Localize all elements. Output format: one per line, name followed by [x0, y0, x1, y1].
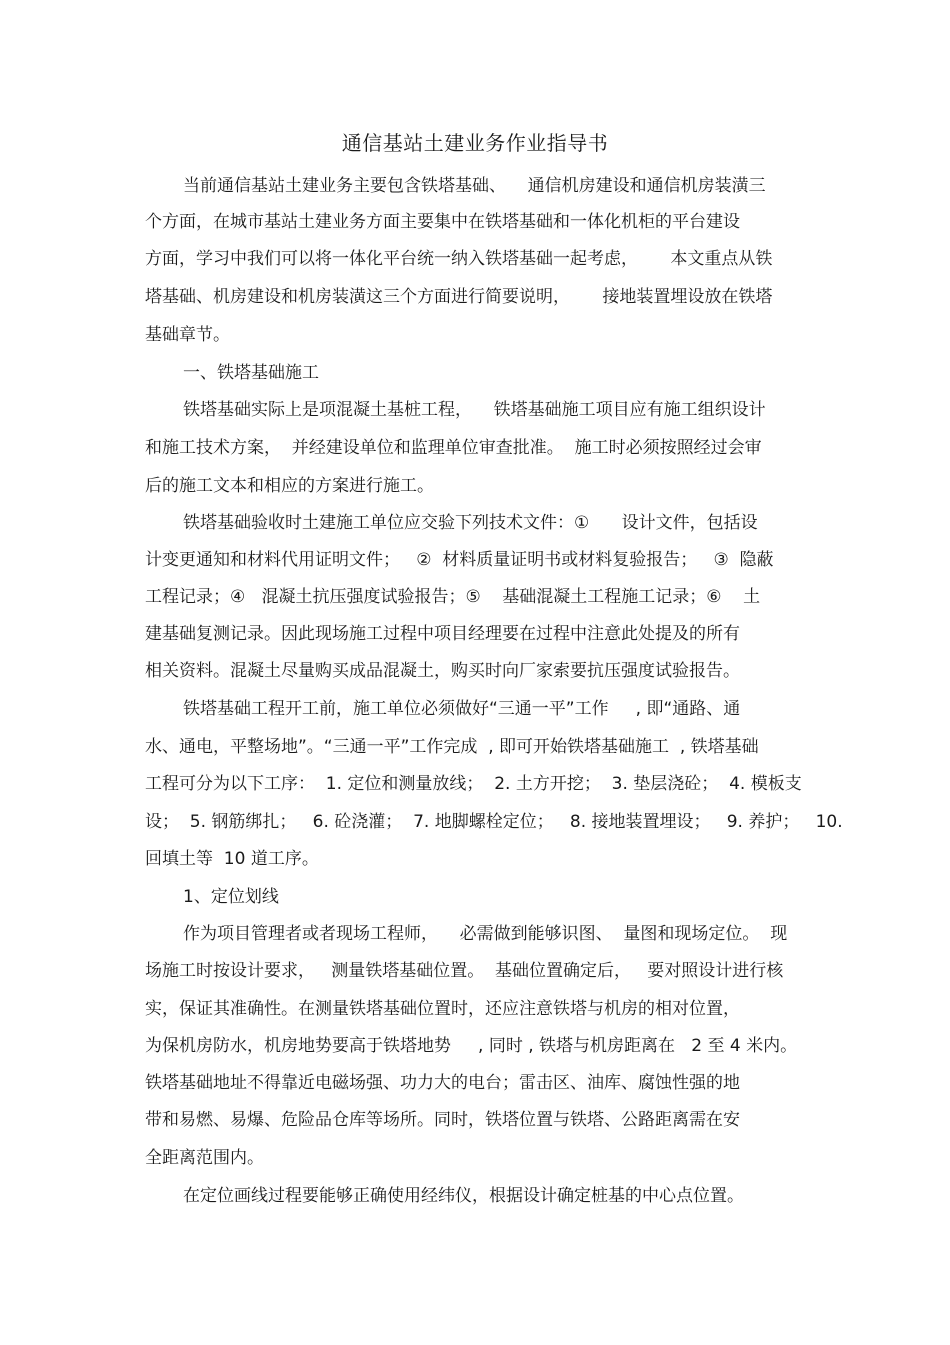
paragraph-line: 个方面，在城市基站土建业务方面主要集中在铁塔基础和一体化机柜的平台建设: [145, 212, 740, 232]
paragraph-line: 后的施工文本和相应的方案进行施工。: [145, 476, 434, 496]
paragraph-line: 基础章节。: [145, 325, 230, 345]
paragraph-line: 工程记录；④ 混凝土抗压强度试验报告；⑤ 基础混凝土工程施工记录；⑥ 土: [145, 587, 761, 607]
paragraph-line: 设； 5. 钢筋绑扎； 6. 砼浇灌； 7. 地脚螺栓定位； 8. 接地装置埋设； 9. 养护； 10.: [145, 812, 843, 832]
subsection-heading: 1、定位划线: [183, 887, 279, 907]
document-title: 通信基站土建业务作业指导书: [341, 131, 609, 155]
paragraph-line: 带和易燃、易爆、危险品仓库等场所。同时，铁塔位置与铁塔、公路距离需在安: [145, 1110, 740, 1130]
paragraph-line: 水、通电，平整场地”。“三通一平”工作完成 , 即可开始铁塔基础施工 , 铁塔基础: [145, 737, 759, 757]
paragraph-line: 相关资料。混凝土尽量购买成品混凝土，购买时向厂家索要抗压强度试验报告。: [145, 661, 740, 681]
paragraph-line: 计变更通知和材料代用证明文件； ② 材料质量证明书或材料复验报告； ③ 隐蔽: [145, 550, 774, 570]
section-heading: 一、铁塔基础施工: [183, 363, 319, 383]
paragraph-line: 场施工时按设计要求， 测量铁塔基础位置。 基础位置确定后， 要对照设计进行核: [145, 961, 784, 981]
paragraph-line: 当前通信基站土建业务主要包含铁塔基础、 通信机房建设和通信机房装潢三: [183, 176, 766, 196]
paragraph-line: 塔基础、机房建设和机房装潢这三个方面进行简要说明， 接地装置埋设放在铁塔: [145, 287, 773, 307]
paragraph-line: 在定位画线过程要能够正确使用经纬仪，根据设计确定桩基的中心点位置。: [183, 1186, 744, 1206]
paragraph-line: 作为项目管理者或者现场工程师， 必需做到能够识图、 量图和现场定位。 现: [183, 924, 788, 944]
paragraph-line: 铁塔基础验收时土建施工单位应交验下列技术文件：① 设计文件，包括设: [183, 513, 758, 533]
paragraph-line: 回填土等 10 道工序。: [145, 849, 319, 869]
paragraph-line: 铁塔基础工程开工前，施工单位必须做好“三通一平”工作 , 即“通路、通: [183, 699, 741, 719]
paragraph-line: 铁塔基础地址不得靠近电磁场强、功力大的电台；雷击区、油库、腐蚀性强的地: [145, 1073, 740, 1093]
paragraph-line: 建基础复测记录。因此现场施工过程中项目经理要在过程中注意此处提及的所有: [145, 624, 740, 644]
paragraph-line: 和施工技术方案， 并经建设单位和监理单位审查批准。 施工时必须按照经过会审: [145, 438, 762, 458]
paragraph-line: 全距离范围内。: [145, 1148, 264, 1168]
paragraph-line: 实，保证其准确性。在测量铁塔基础位置时，还应注意铁塔与机房的相对位置，: [145, 999, 740, 1019]
paragraph-line: 方面，学习中我们可以将一体化平台统一纳入铁塔基础一起考虑， 本文重点从铁: [145, 249, 773, 269]
paragraph-line: 为保机房防水，机房地势要高于铁塔地势 , 同时 , 铁塔与机房距离在 2 至 4 米内。: [145, 1036, 798, 1056]
paragraph-line: 工程可分为以下工序： 1. 定位和测量放线； 2. 土方开挖； 3. 垫层浇砼； 4. 模板支: [145, 774, 802, 794]
paragraph-line: 铁塔基础实际上是项混凝土基桩工程， 铁塔基础施工项目应有施工组织设计: [183, 400, 766, 420]
